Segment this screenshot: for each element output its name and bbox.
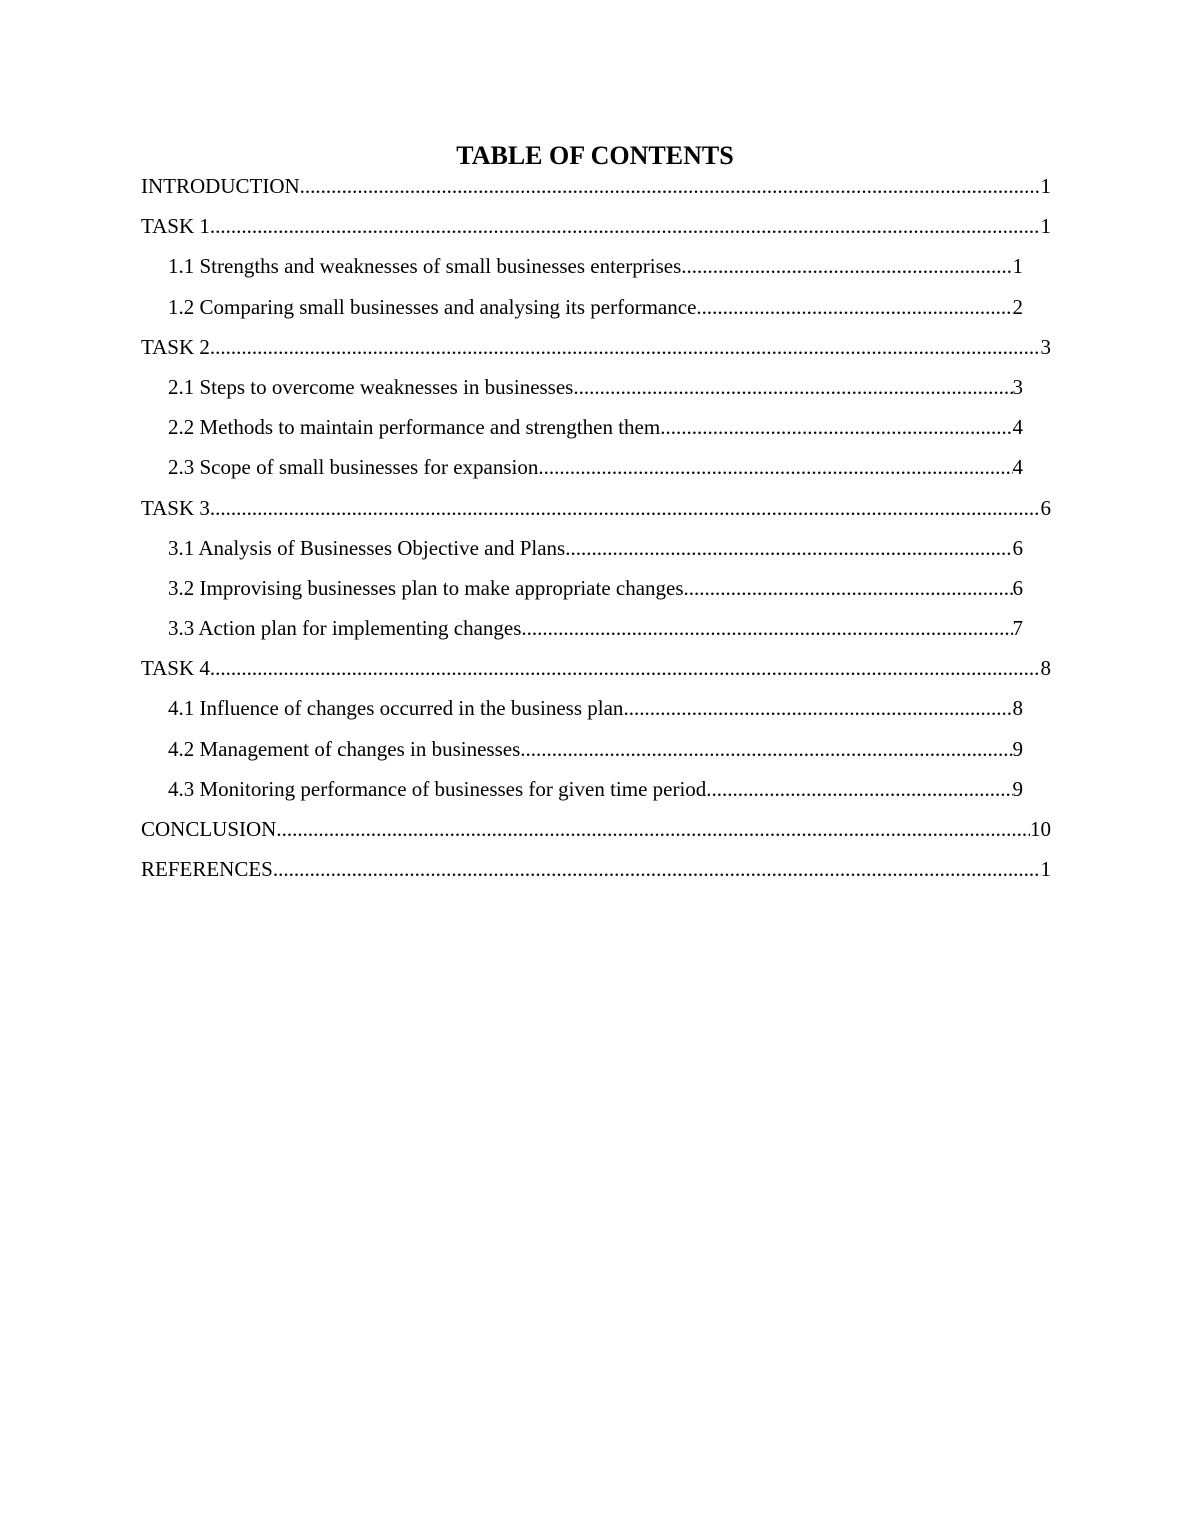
toc-dot-leader: [706, 773, 1012, 805]
toc-dot-leader: [210, 492, 1041, 524]
toc-entry[interactable]: [141, 451, 1023, 491]
toc-entry-page: 3: [1012, 374, 1023, 399]
toc-entry-page: 6: [1012, 575, 1023, 600]
toc-entry-label: 3.3 Action plan for implementing changes: [168, 616, 522, 641]
toc-entry-label: 4.1 Influence of changes occurred in the business plan: [168, 696, 624, 721]
toc-entry[interactable]: [141, 652, 1051, 692]
toc-entry-label: CONCLUSION: [141, 817, 277, 841]
toc-entry-label: 3.1 Analysis of Businesses Objective and Plans: [168, 535, 566, 560]
toc-entry[interactable]: [141, 612, 1023, 652]
toc-entry[interactable]: [141, 733, 1023, 773]
toc-entry-page: 7: [1012, 616, 1023, 641]
toc-entry[interactable]: [141, 250, 1023, 290]
toc-entry-page: 1: [1040, 214, 1051, 239]
toc-entry[interactable]: [141, 331, 1051, 371]
toc-entry[interactable]: [141, 371, 1023, 411]
toc-entry-page: 4: [1012, 415, 1023, 440]
toc-entry-label: 1.1 Strengths and weaknesses of small businesses enterprises: [168, 254, 682, 279]
toc-entry-label: TASK 2: [141, 334, 210, 359]
toc-dot-leader: [660, 411, 1012, 443]
toc-entry[interactable]: [141, 210, 1051, 250]
toc-dot-leader: [521, 612, 1012, 644]
toc-entry[interactable]: [141, 692, 1023, 732]
toc-entry[interactable]: [141, 291, 1023, 331]
toc-entry-label: 4.2 Management of changes in businesses: [168, 736, 521, 761]
toc-entry-page: 10: [1030, 817, 1051, 841]
toc-dot-leader: [276, 813, 1030, 845]
toc-entry-page: 8: [1012, 696, 1023, 721]
toc-dot-leader: [573, 371, 1012, 403]
toc-entry-page: 2: [1012, 294, 1023, 319]
toc-entry-label: 2.2 Methods to maintain performance and strengthen them: [168, 415, 661, 440]
toc-entry[interactable]: [141, 572, 1023, 612]
toc-dot-leader: [565, 532, 1012, 564]
toc-entry-label: TASK 4: [141, 656, 210, 681]
toc-entry-label: 4.3 Monitoring performance of businesses for given time period: [168, 776, 707, 801]
toc-entry[interactable]: [141, 773, 1023, 813]
toc-entry-page: 9: [1012, 776, 1023, 801]
toc-entry-label: REFERENCES: [141, 857, 273, 882]
toc-dot-leader: [696, 291, 1012, 323]
toc-entry-label: 1.2 Comparing small businesses and analysing its performance: [168, 294, 697, 319]
toc-entry-page: 9: [1012, 736, 1023, 761]
toc-entry-label: 3.2 Improvising businesses plan to make appropriate changes: [168, 575, 684, 600]
toc-entry-page: 6: [1040, 495, 1051, 520]
toc-entry[interactable]: [141, 492, 1051, 532]
toc-entry[interactable]: [141, 813, 1051, 853]
toc-entry[interactable]: [141, 170, 1051, 210]
toc-dot-leader: [681, 250, 1012, 282]
toc-entry-label: 2.3 Scope of small businesses for expansion: [168, 455, 539, 480]
toc-entry[interactable]: [141, 853, 1051, 893]
toc-entry-page: 1: [1040, 174, 1051, 198]
toc-entry-label: TASK 1: [141, 214, 210, 239]
toc-dot-leader: [210, 331, 1041, 363]
toc-entry-label: 2.1 Steps to overcome weaknesses in businesses: [168, 374, 574, 399]
toc-entry-label: INTRODUCTION: [141, 174, 300, 198]
toc-dot-leader: [623, 692, 1012, 724]
toc-entry-page: 8: [1040, 656, 1051, 681]
toc-dot-leader: [273, 853, 1041, 885]
toc-dot-leader: [210, 210, 1041, 242]
toc-entry-page: 4: [1012, 455, 1023, 480]
toc-dot-leader: [300, 170, 1041, 202]
toc-entry[interactable]: [141, 532, 1023, 572]
toc-list: [141, 170, 1051, 893]
toc-dot-leader: [210, 652, 1041, 684]
toc-entry-page: 1: [1012, 254, 1023, 279]
toc-entry-label: TASK 3: [141, 495, 210, 520]
toc-dot-leader: [538, 451, 1012, 483]
toc-entry-page: 1: [1040, 857, 1051, 882]
toc-dot-leader: [684, 572, 1013, 604]
toc-entry[interactable]: [141, 411, 1023, 451]
toc-title: TABLE OF CONTENTS: [456, 141, 734, 170]
toc-entry-page: 6: [1012, 535, 1023, 560]
toc-dot-leader: [520, 733, 1012, 765]
toc-entry-page: 3: [1040, 334, 1051, 359]
